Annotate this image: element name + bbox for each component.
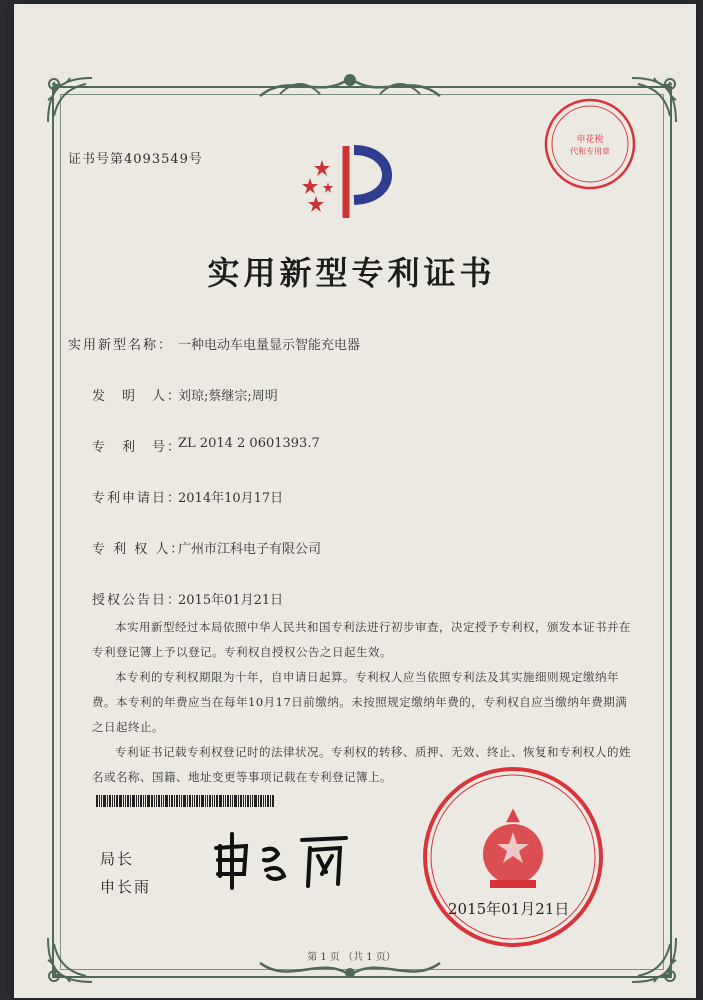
approval-stamp (542, 96, 638, 192)
field-label-patent-number: 专 利 号： (92, 440, 183, 455)
top-center-ornament (250, 66, 450, 106)
field-value-filing-date: 2014年10月17日 (178, 491, 284, 506)
svg-text:▲: ▲ (506, 804, 520, 825)
page-number: 第 1 页 （共 1 页） (307, 952, 396, 963)
field-label-patentee: 专 利 权 人： (92, 542, 186, 557)
director-title: 局长 (100, 850, 135, 868)
director-name: 申长雨 (100, 878, 152, 896)
field-value-patentee: 广州市江科电子有限公司 (178, 542, 322, 557)
field-label-name: 实用新型名称： (68, 338, 174, 353)
corner-ornament-top-left (40, 70, 100, 130)
field-label-grant-date: 授权公告日： (92, 593, 183, 608)
certificate-title: 实用新型专利证书 (207, 254, 496, 292)
field-label-inventors: 发 明 人： (92, 389, 183, 404)
field-value-grant-date: 2015年01月21日 (178, 593, 284, 608)
field-label-filing-date: 专利申请日： (92, 491, 183, 506)
seal-date: 2015年01月21日 (448, 900, 570, 918)
body-paragraph-2: 本专利的专利权期限为十年，自申请日起算。专利权人应当依照专利法及其实施细则规定缴纳年费。本专利的年费应当在每年10月17日前缴纳。未按照规定缴纳年费的，专利权自应当缴纳年费期满之日起终止。 (92, 670, 628, 734)
body-paragraph-1: 本实用新型经过本局依照中华人民共和国专利法进行初步审查，决定授予专利权，颁发本证书并在专利登记簿上予以登记。专利权自授权公告之日起生效。 (92, 620, 631, 659)
field-value-inventors: 刘琼;蔡继宗;周明 (178, 389, 278, 404)
director-signature (206, 826, 356, 896)
svg-text:申花税: 申花税 (576, 135, 604, 145)
body-paragraph-3: 专利证书记载专利权登记时的法律状况。专利权的转移、质押、无效、终止、恢复和专利权人的姓名或名称、国籍、地址变更等事项记载在专利登记簿上。 (92, 745, 631, 784)
barcode (96, 795, 308, 807)
field-value-patent-number: ZL 2014 2 0601393.7 (178, 436, 320, 451)
official-seal (418, 762, 608, 952)
certificate-number: 证书号第4093549号 (68, 152, 203, 167)
svg-text:代和专用章: 代和专用章 (570, 147, 610, 156)
field-value-name: 一种电动车电量显示智能充电器 (178, 338, 361, 353)
patent-office-logo-icon (296, 138, 406, 223)
